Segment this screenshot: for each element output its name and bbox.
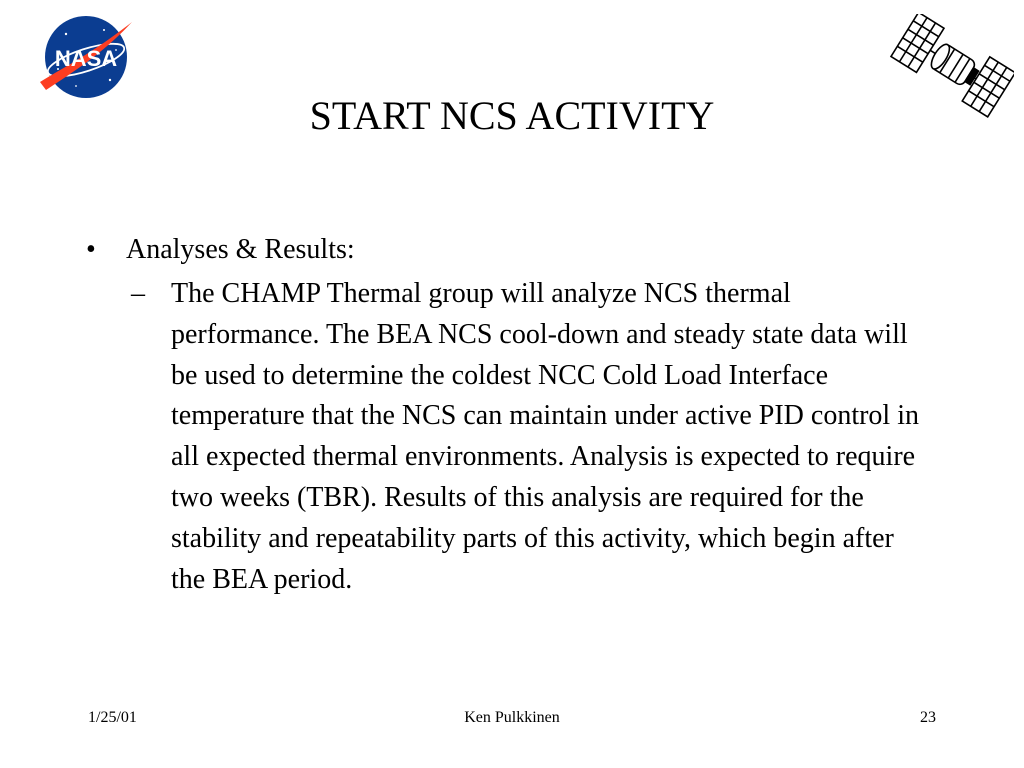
slide-content bbox=[86, 230, 946, 600]
footer-author: Ken Pulkkinen bbox=[464, 709, 560, 726]
bullet-mark: • bbox=[86, 234, 96, 265]
footer-page-number: 23 bbox=[920, 709, 936, 726]
footer-date: 1/25/01 bbox=[88, 709, 137, 726]
bullet-item bbox=[86, 230, 946, 270]
nasa-logo-icon bbox=[36, 14, 136, 100]
sub-bullet-text: The CHAMP Thermal group will analyze NCS thermal performance. The BEA NCS cool-down and steady state data will be used to determine the coldest NCC Cold Load Interface temperature that the NCS can maintain under active PID control in all expected thermal environments. Analysis is expected to require two weeks (TBR). Results of this analysis are required for the stability and repeatability parts of this activity, which begin after the BEA period. bbox=[171, 278, 919, 595]
bullet-text: Analyses & Results: bbox=[126, 234, 355, 265]
sub-bullet-item bbox=[131, 274, 946, 600]
slide-title: START NCS ACTIVITY bbox=[309, 93, 715, 138]
logo-text: NASA bbox=[54, 46, 118, 71]
dash-mark: – bbox=[131, 278, 145, 309]
